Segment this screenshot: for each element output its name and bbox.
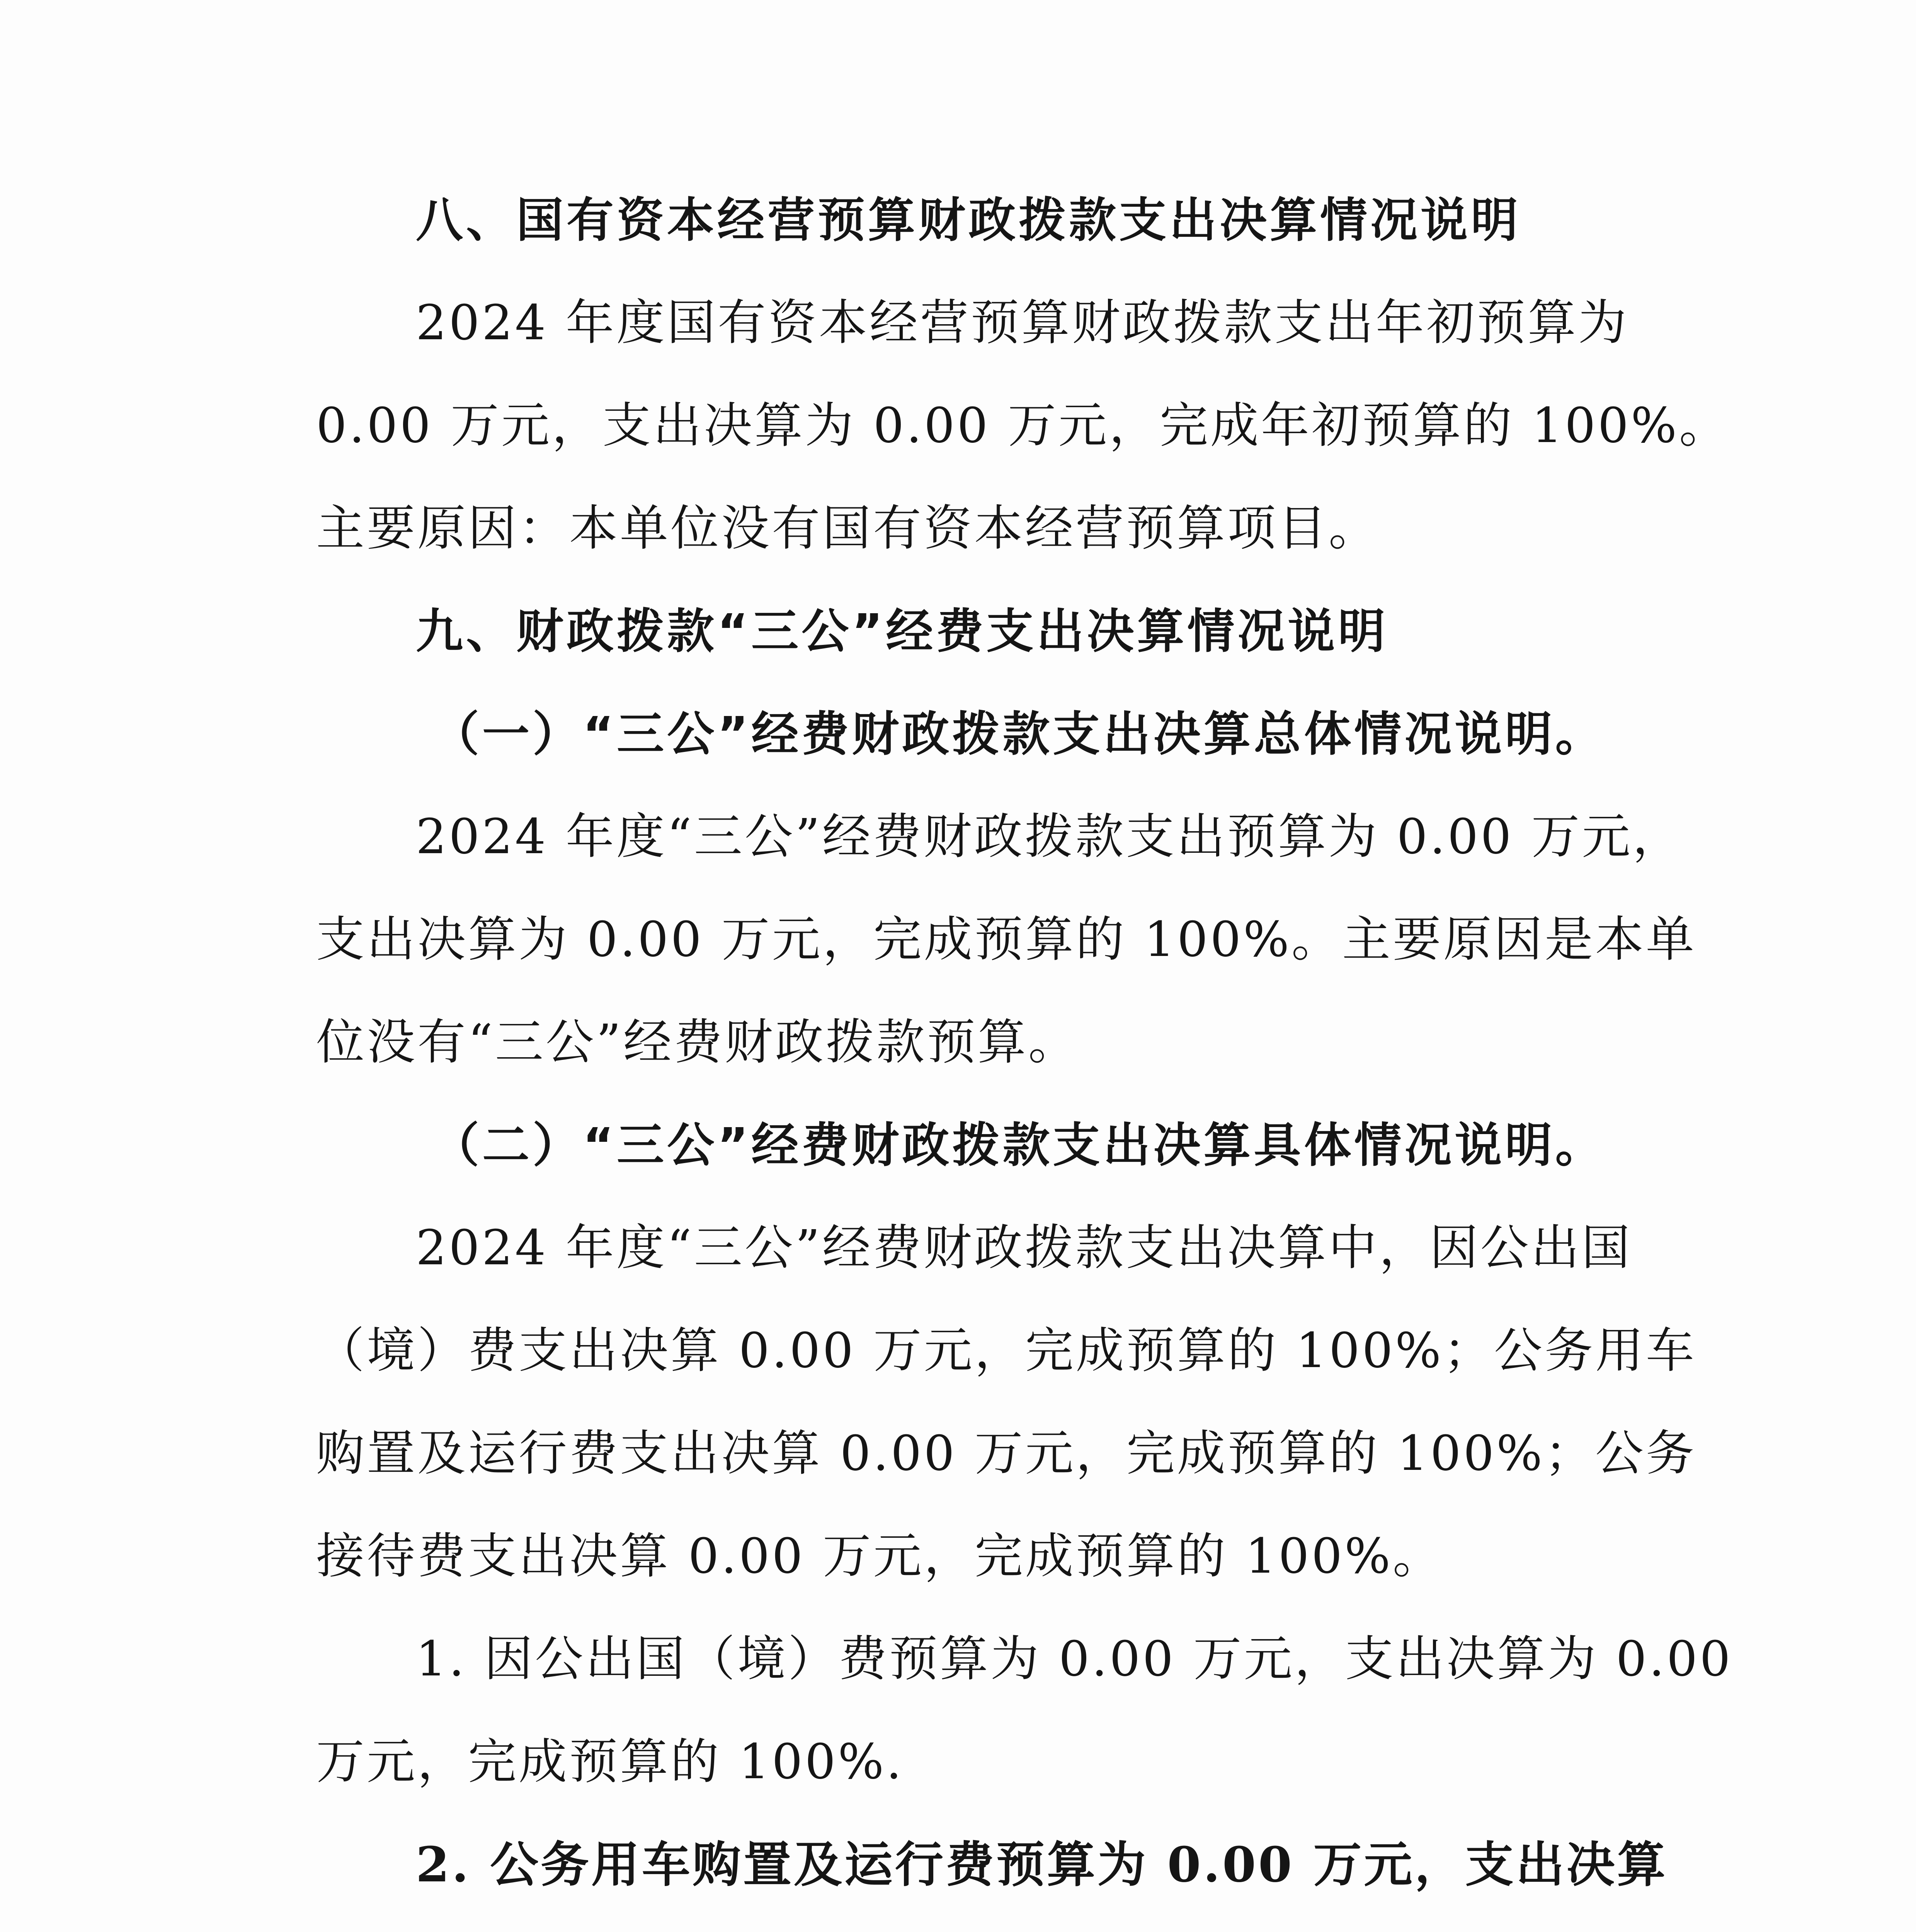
paragraph-line: 2024 年度国有资本经营预算财政拨款支出年初预算为 [416, 295, 1629, 351]
subsection-heading-1: （一）“三公”经费财政拨款支出决算总体情况说明。 [432, 707, 1606, 762]
paragraph-line: （境）费支出决算 0.00 万元，完成预算的 100%；公务用车 [316, 1323, 1696, 1379]
paragraph-line: 万元，完成预算的 100%. [316, 1734, 904, 1790]
paragraph-line: 接待费支出决算 0.00 万元，完成预算的 100%。 [316, 1528, 1443, 1584]
section-heading-8: 八、国有资本经营预算财政拨款支出决算情况说明 [416, 193, 1521, 248]
paragraph-line: 0.00 万元，支出决算为 0.00 万元，完成年初预算的 100%。 [316, 398, 1730, 454]
paragraph-line: 2024 年度“三公”经费财政拨款支出决算中，因公出国 [416, 1220, 1632, 1276]
paragraph-line: 位没有“三公”经费财政拨款预算。 [316, 1014, 1079, 1070]
paragraph-line: 2024 年度“三公”经费财政拨款支出预算为 0.00 万元， [416, 809, 1683, 865]
item-line-1: 1. 因公出国（境）费预算为 0.00 万元，支出决算为 0.00 [416, 1631, 1733, 1687]
subsection-heading-2: （二）“三公”经费财政拨款支出决算具体情况说明。 [432, 1118, 1606, 1173]
section-heading-9: 九、财政拨款“三公”经费支出决算情况说明 [416, 604, 1389, 659]
paragraph-line: 主要原因：本单位没有国有资本经营预算项目。 [316, 500, 1379, 556]
item-line-2: 2. 公务用车购置及运行费预算为 0.00 万元，支出决算 [416, 1837, 1668, 1893]
paragraph-line: 购置及运行费支出决算 0.00 万元，完成预算的 100%；公务 [316, 1425, 1696, 1481]
paragraph-line: 支出决算为 0.00 万元，完成预算的 100%。主要原因是本单 [316, 912, 1696, 968]
